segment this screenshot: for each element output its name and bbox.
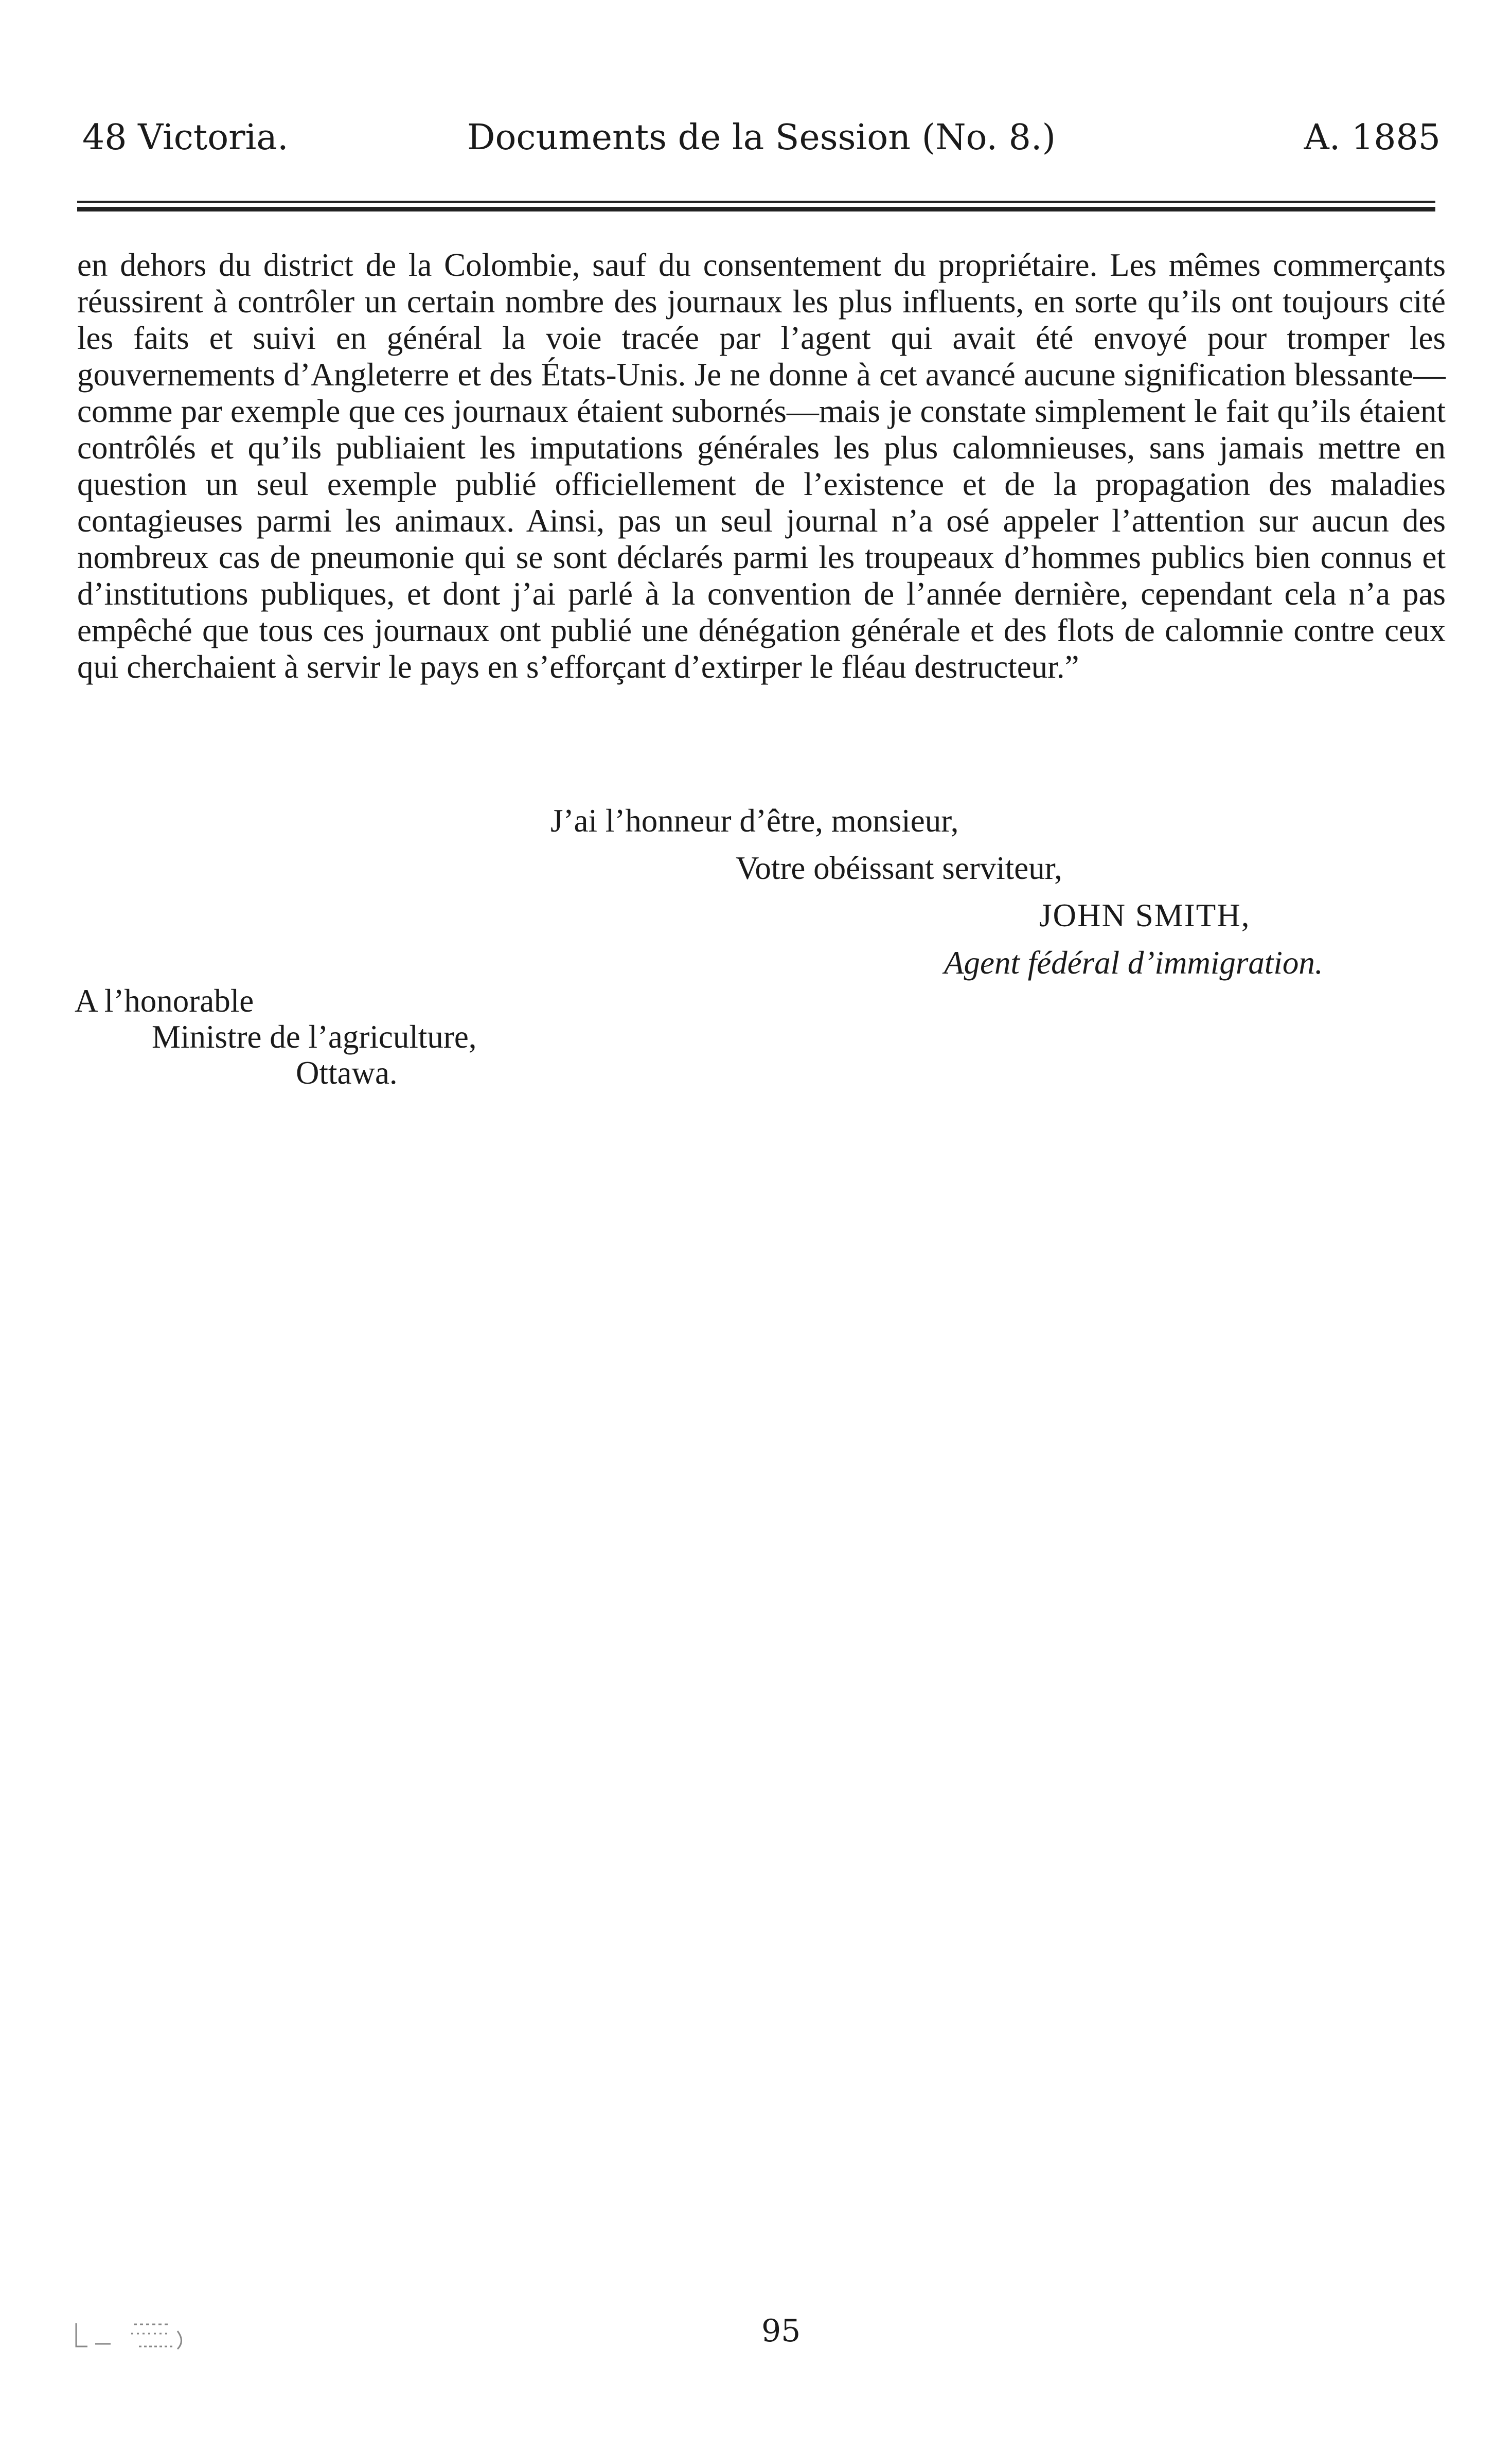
header-rule-thick: [77, 207, 1435, 211]
header-rule-thin: [77, 201, 1435, 203]
closing-servant: Votre obéissant serviteur,: [736, 850, 1062, 886]
closing-salutation: J’ai l’honneur d’être, monsieur,: [550, 803, 959, 839]
address-line-office: Ministre de l’agriculture,: [152, 1019, 477, 1055]
header-session-year: 48 Victoria.: [82, 117, 289, 158]
header-year: A. 1885: [1304, 117, 1440, 158]
letter-body-paragraph: en dehors du district de la Colombie, sauf du consentement du propriétaire. Les mêmes commerçants réussirent à contrôler un certain nombre des journaux les plus influents, en sorte qu’ils ont toujours cité les faits et suivi en général la voie tracée par l’agent qui avait été envoyé pour tromper les gouvernements d’Angleterre et des États-Unis. Je ne donne à cet avancé aucune signification blessante—comme par exemple que ces journaux étaient subornés—mais je constate simplement le fait qu’ils étaient contrôlés et qu’ils publiaient les imputations générales les plus calomnieuses, sans jamais mettre en question un seul exemple publié officiellement de l’existence et de la propagation des maladies contagieuses parmi les animaux. Ainsi, pas un seul journal n’a osé appeler l’attention sur aucun des nombreux cas de pneumonie qui se sont déclarés parmi les troupeaux d’hommes publics bien connus et d’institutions publiques, et dont j’ai parlé à la convention de l’année dernière, cependant cela n’a pas empêché que tous ces journaux ont publié une dénégation générale et des flots de calomnie contre ceux qui cherchaient à servir le pays en s’efforçant d’extirper le fléau destructeur.”: [77, 247, 1446, 685]
address-line-recipient: A l’honorable: [75, 983, 254, 1019]
page-number: 95: [761, 2313, 801, 2349]
running-header: [82, 112, 1440, 164]
address-line-city: Ottawa.: [296, 1055, 398, 1091]
library-stamp-mark: [72, 2318, 268, 2354]
header-document-title: Documents de la Session (No. 8.): [467, 117, 1056, 158]
signatory-name: JOHN SMITH,: [1039, 897, 1251, 933]
signatory-title: Agent fédéral d’immigration.: [944, 945, 1323, 981]
